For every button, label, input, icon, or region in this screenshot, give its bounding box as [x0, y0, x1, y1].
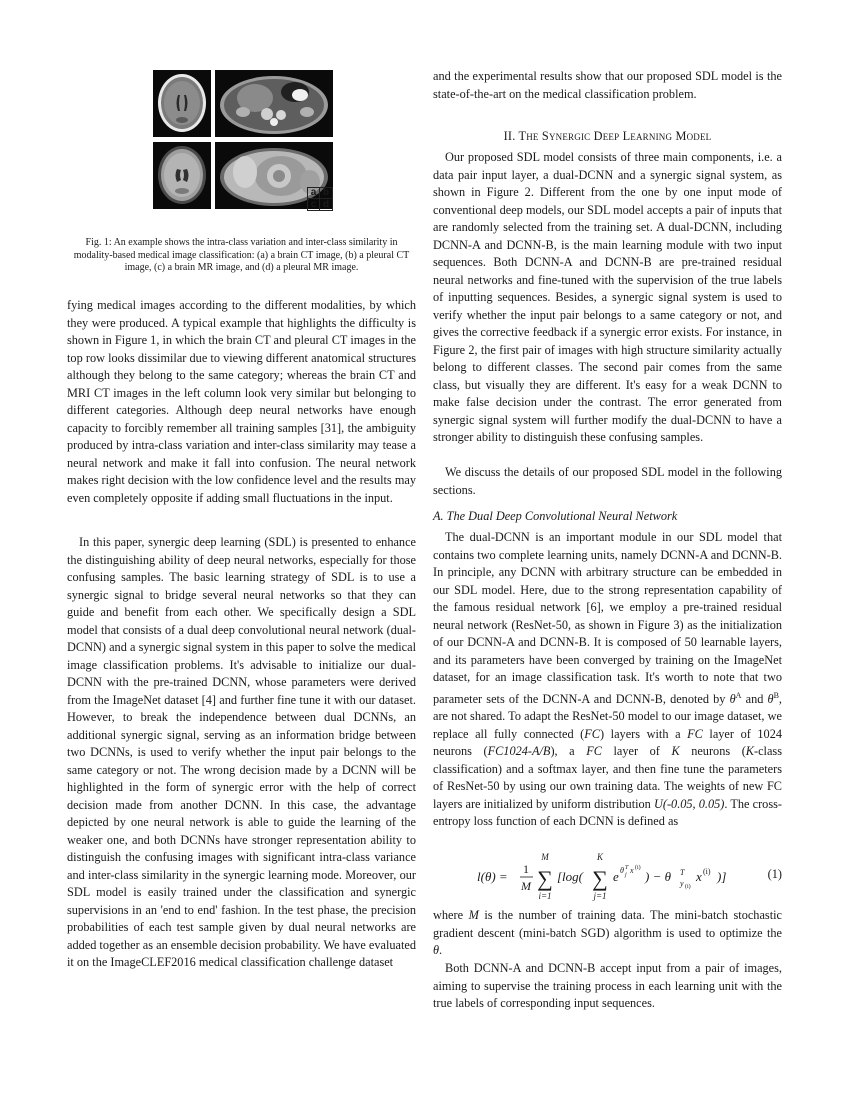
figure-caption: Fig. 1: An example shows the intra-class variation and inter-class similarity in modality-based medical image classification: (a) a brain CT image, (b) a pleural CT image, (c) a brain MR image, and (d) a pleural MR image.: [73, 237, 410, 273]
equation-number: (1): [767, 867, 782, 881]
left-paragraph-2: In this paper, synergic deep learning (SDL) is presented to enhance the distinguishing ability of deep neural networks, especially for those confusing samples. The basic learning strategy of SDL is to use a synergic signal to bridge several neural networks so that they can guide and benefit from each other. We specifically design a SDL model that consists of a dual deep convolutional neural network (dual-DCNN) and a synergic signal system in this paper to solve the medical image classification problems. It's advisable to initialize our dual-DCNN with the pre-trained DCNN, whose parameters were derived from the ImageNet dataset [4] and further fine tune it with our dataset. However, to break the independence between dual DCNNs, an additional synergic signal, serving as an information bridge between two DCNNs, is used to verify whether the input pair belongs to the same category or not. The wrong decision made by a DCNN will be highlighted in the form of synergic error with the help of correct decision made from another DCNN. In this case, the advantage depicted by one neural network is able to guide the learning of the weaker one, and both DCNNs have stronger representation ability to distinguish the confusing images with significant intra-class variance and inter-class similarity in the synergic learning mode. Moreover, our SDL model is easily trained under the classification and synergic supervisions in an 'end to end' fashion. In the test phase, the precision probabilities of each test sample given by dual neural networks are added together as an ensemble decision probability. We have evaluated it on the ImageCLEF2016 medical classification challenge dataset: [67, 535, 417, 969]
eq-theta-y: y: [680, 879, 684, 888]
eq-sum1-bot: i=1: [538, 891, 552, 901]
pleural-ct-image: [215, 70, 333, 137]
eq-sum2-top: K: [596, 852, 604, 862]
right-paragraph-4: where M is the number of training data. The mini-batch stochastic gradient descent (mini-batch SGD) algorithm is used to optimize the θ.: [433, 908, 782, 957]
eq-lhs: l(θ) =: [477, 869, 508, 884]
eq-exp-x-i: (i): [635, 865, 641, 871]
loss-equation: [433, 845, 782, 903]
eq-x-tail: x: [696, 869, 702, 884]
eq-sum1-top: M: [541, 852, 549, 862]
subsection-heading: A. The Dual Deep Convolutional Neural Network: [433, 509, 678, 523]
right-paragraph-5: Both DCNN-A and DCNN-B accept input from a pair of images, aiming to supervise the training process in each learning unit with the true labels of corresponding input sequences.: [433, 961, 782, 1010]
eq-log-open: [log(: [557, 869, 583, 884]
section-heading: II. The Synergic Deep Learning Model: [503, 129, 712, 143]
right-paragraph-3: The dual-DCNN is an important module in our SDL model that contains two complete learning units, namely DCNN-A and DCNN-B. In principle, any DCNN with arbitrary structure can be embedded in our SDL model. Here, due to the strong representation capability of the famous residual network [6], we employ a pre-trained residual neural network (ResNet-50, as shown in Figure 3) as the initialization of our DCNN-A and DCNN-B. It is composed of 50 learnable layers, and its parameters have been converged by training on the ImageNet dataset, for an image classification task. It's worth to note that two parameter sets of the DCNN-A and DCNN-B, denoted by $\theta^A$ and $\theta^B$, are not shared. To adapt the ResNet-50 model to our image dataset, we replace all fully connected (FC) layers with a FC layer of 1024 neurons (FC1024-A/B), a FC layer of K neurons (K-class classification) and a softmax layer, and then fine tune the parameters of ResNet-50 by using our own training data. The weights of new FC layers are initialized by uniform distribution U(-0.05, 0.05). The cross-entropy loss function of each DCNN is defined as: [433, 530, 782, 829]
eq-sum1: ∑: [537, 866, 553, 891]
eq-x-tail-i: (i): [703, 867, 711, 876]
eq-theta-y-i: (i): [685, 884, 691, 890]
panel-label-b: b: [320, 188, 332, 199]
eq-sum2: ∑: [592, 866, 608, 891]
eq-exp-x: x: [630, 866, 634, 875]
right-paragraph-0: and the experimental results show that our proposed SDL model is the state-of-the-art on the medical classification problem.: [433, 69, 782, 101]
panel-label-c: c: [308, 199, 320, 210]
panel-label-a: a: [308, 188, 320, 199]
eq-exp-theta-t: T: [625, 865, 629, 871]
eq-sum2-bot: j=1: [593, 891, 607, 901]
eq-exp-theta-j: j: [625, 872, 627, 878]
panel-label-key: [307, 187, 333, 211]
brain-ct-image: [153, 70, 211, 137]
eq-close: )]: [717, 869, 727, 884]
brain-mr-image: [153, 142, 211, 209]
eq-frac-num: 1: [523, 862, 529, 876]
eq-frac-den: M: [521, 879, 531, 893]
eq-theta-t: T: [680, 868, 685, 877]
figure-1: [153, 70, 333, 212]
eq-exp-theta: θ: [620, 866, 624, 875]
panel-label-d: d: [322, 198, 330, 210]
eq-close-minus: ) − θ: [645, 869, 671, 884]
eq-exp-base: e: [613, 869, 619, 884]
right-paragraph-1: Our proposed SDL model consists of three main components, i.e. a data pair input layer, a dual-DCNN and a synergic signal system, as shown in Figure 2. Different from the one by one input mode of conventional deep models, our SDL model accepts a pair of inputs that are randomly selected from the training set. A dual-DCNN, including DCNN-A and DCNN-B, is the main learning module with two input sequences. Both DCNN-A and DCNN-B are pre-trained residual neural networks and fine-tuned with the supervision of the true labels of inputting sequences. Besides, a synergic signal system is used to verify whether the input pair belongs to a same category or not, and gives the corrective feedback if a synergic error exists. For instance, in Figure 2, the first pair of images with high structure similarity actually belong to different classes. The second pair comes from the same class, but visually they are different. It's easy for a weak DCNN to make false decision under the contrast. The error generated from synergic signal system will further modify the dual-DCNN to have a stronger ability to distinguish these confusing samples.: [433, 150, 782, 444]
right-paragraph-2: We discuss the details of our proposed SDL model in the following sections.: [433, 465, 782, 497]
left-paragraph-1: fying medical images according to the different modalities, by which they were produced. A typical example that highlights the difficulty is shown in Figure 1, in which the brain CT and pleural CT images in the top row looks dissimilar due to viewing different anatomical structures although they belong to the same category; whereas the brain CT and MRI CT images in the left column look very similar but belonging to different categories. Although deep neural networks have enough capacity to forcibly remember all training samples [31], the ambiguity produced by intra-class variation and inter-class similarity may tease a neural network and make it fall into confusion. The neural network makes right decision with the low confidence level and the results may even completely opposite if adding small fluctuations in the input.: [67, 298, 416, 505]
